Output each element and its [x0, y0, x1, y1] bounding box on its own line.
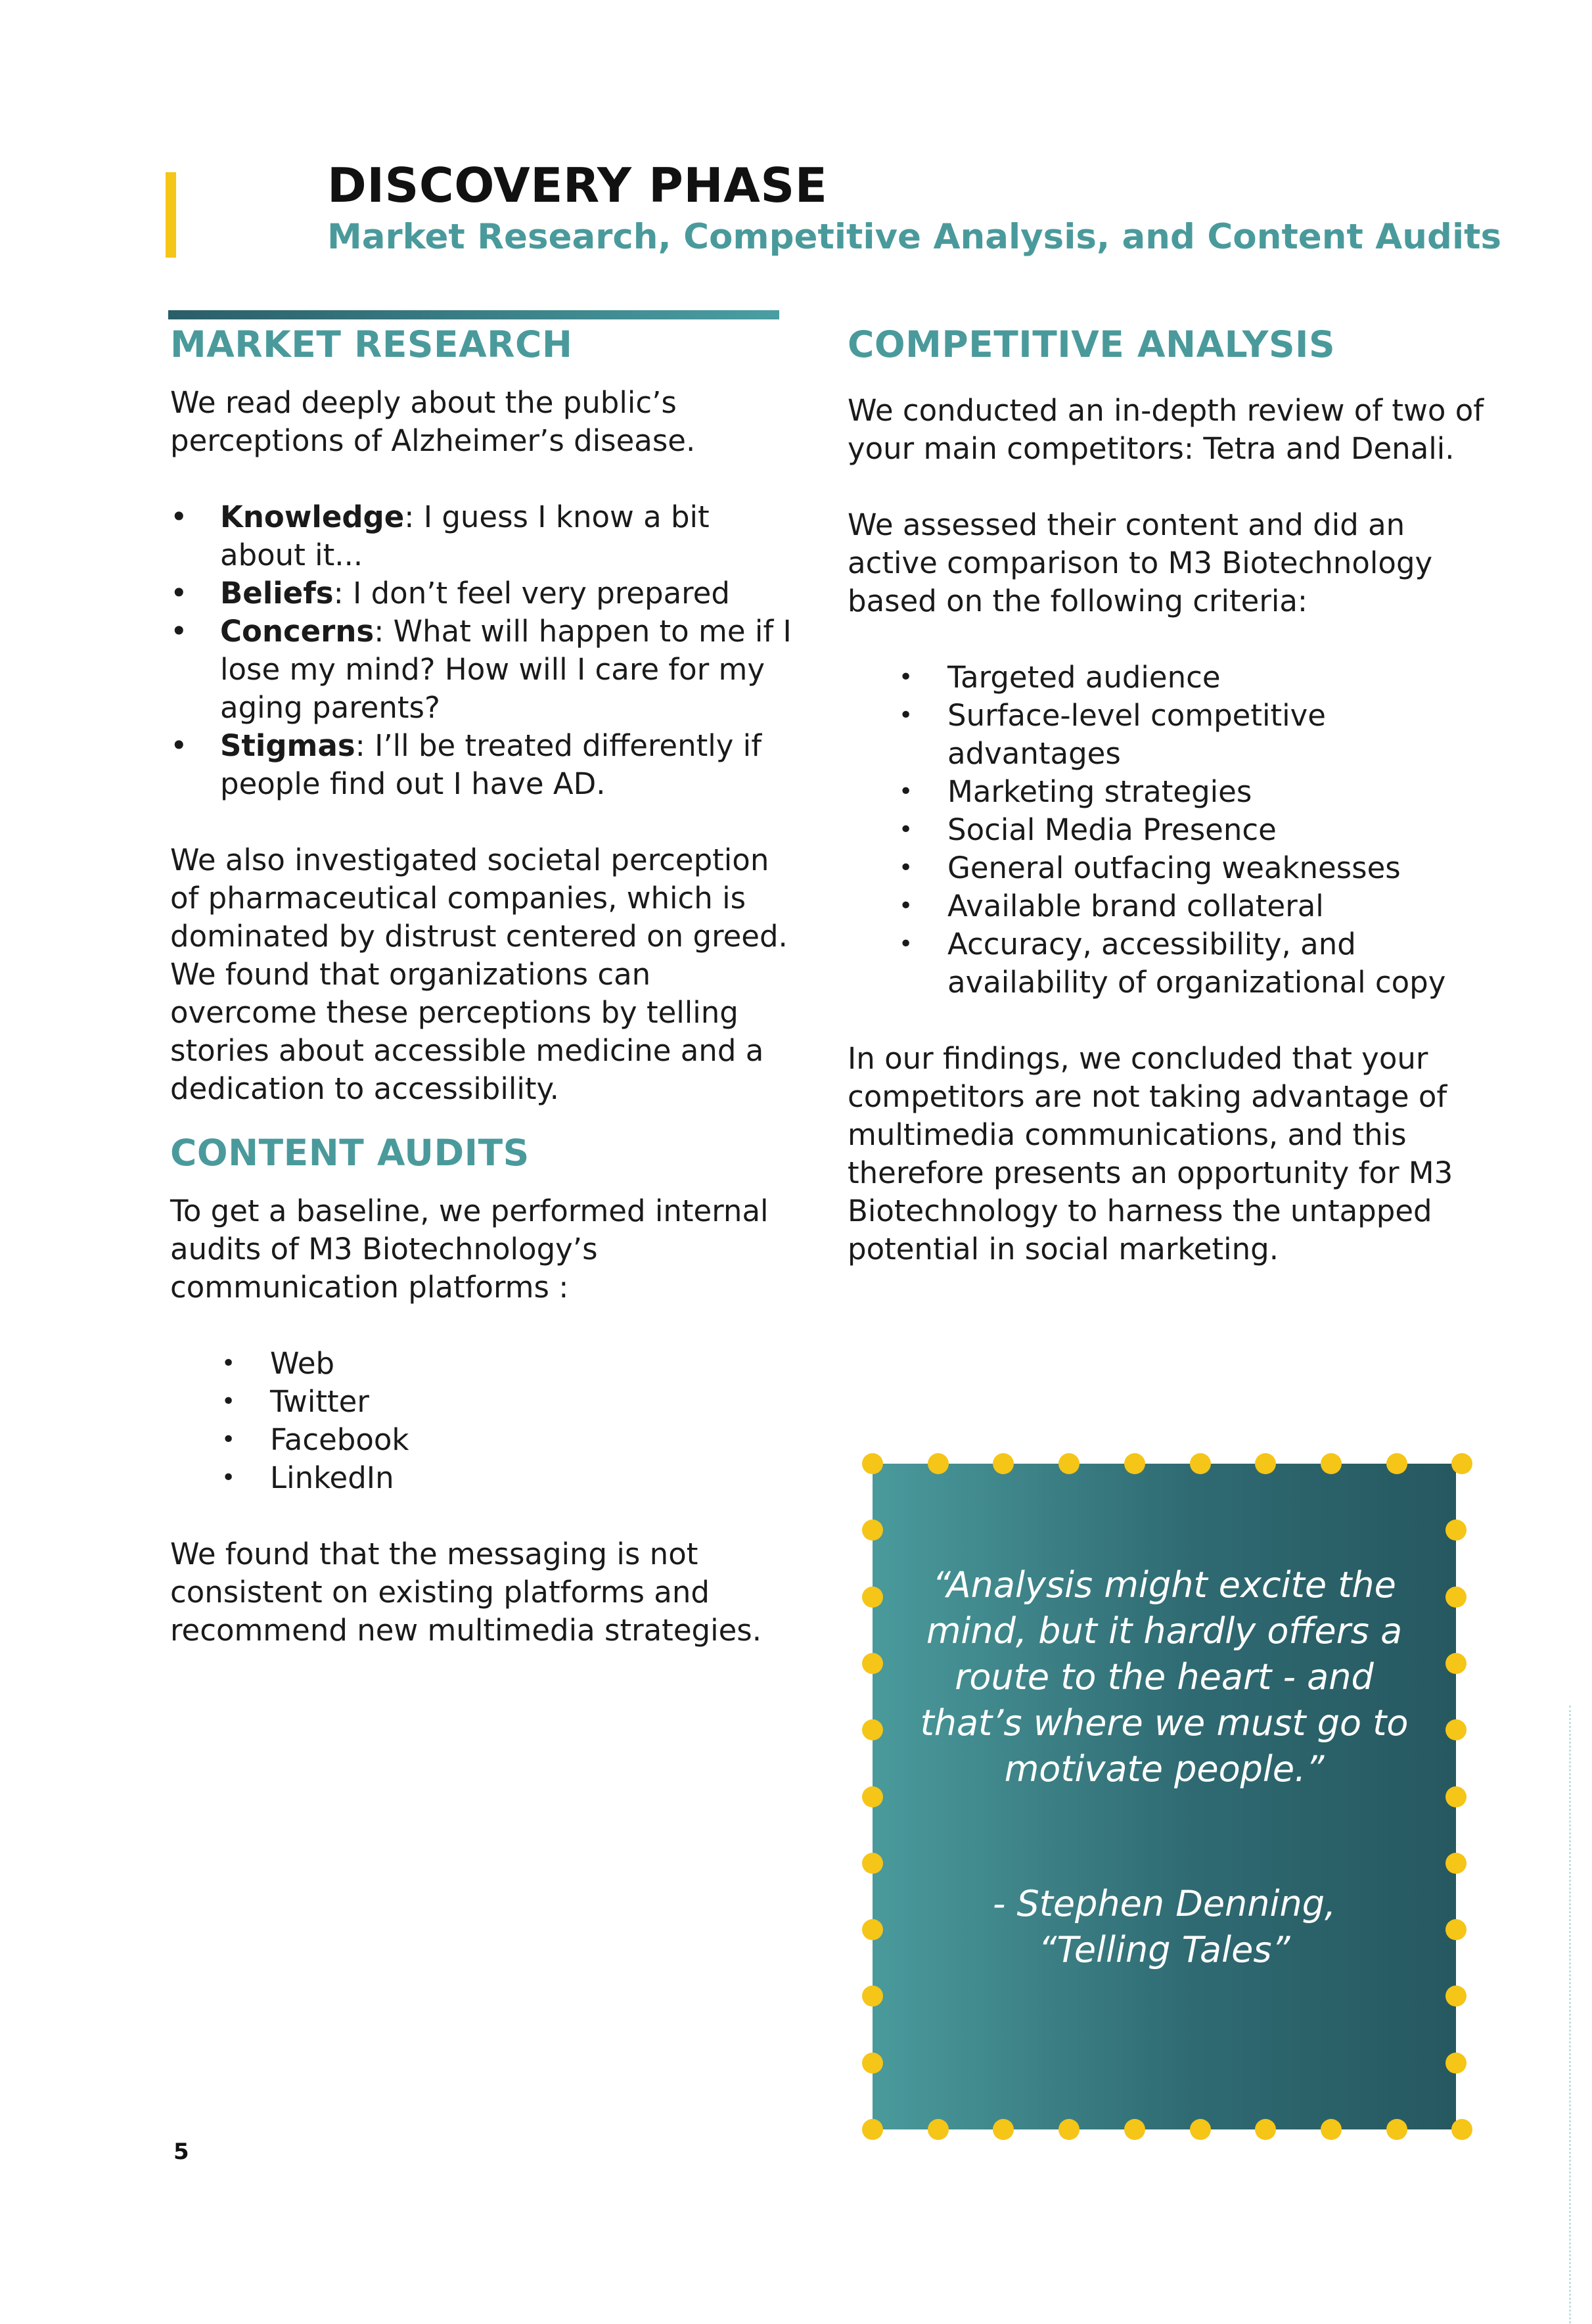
content-audits-intro: To get a baseline, we performed internal audits of M3 Biotechnology’s communication platforms :: [170, 1194, 769, 1305]
border-dot: [1445, 1587, 1467, 1608]
border-dot: [1386, 1453, 1407, 1474]
platform-list: [170, 1345, 801, 1497]
list-item: • Accuracy, accessibility, and availability of organizational copy: [848, 925, 1491, 1002]
border-dot: [862, 1719, 883, 1740]
border-dot: [1445, 1919, 1467, 1940]
section-divider: [168, 310, 779, 319]
market-research-intro: We read deeply about the public’s perceptions of Alzheimer’s disease.: [170, 385, 696, 458]
title-accent-bar: [166, 172, 176, 258]
border-dot: [862, 1919, 883, 1940]
border-dot: [1124, 2119, 1145, 2140]
border-dot: [1321, 1453, 1342, 1474]
content-audits-heading: CONTENT AUDITS: [170, 1132, 530, 1174]
list-item: • Concerns: What will happen to me if I lose my mind? How will I care for my aging parents?: [170, 613, 801, 727]
border-dot: [1445, 1853, 1467, 1874]
criteria-intro: We assessed their content and did an active comparison to M3 Biotechnology based on the following criteria:: [848, 507, 1433, 618]
left-column: [170, 323, 801, 1650]
border-dot: [928, 1453, 949, 1474]
list-item: • Available brand collateral: [848, 887, 1491, 925]
attribution-author: - Stephen Denning,: [992, 1883, 1336, 1924]
list-item: • LinkedIn: [170, 1459, 801, 1497]
criteria-list: [848, 659, 1491, 1002]
border-dot: [1451, 1453, 1472, 1474]
border-dot: [862, 1853, 883, 1874]
list-item: • General outfacing weaknesses: [848, 849, 1491, 887]
page-number: 5: [173, 2139, 189, 2165]
border-dot: [862, 1786, 883, 1807]
list-item: • Twitter: [170, 1383, 801, 1421]
border-dot: [928, 2119, 949, 2140]
border-dot: [1058, 1453, 1080, 1474]
border-dot: [862, 1587, 883, 1608]
side-dotted-line: [1569, 1706, 1571, 2323]
list-item: • Social Media Presence: [848, 811, 1491, 849]
border-dot: [1445, 2053, 1467, 2074]
quote-attribution: [899, 1881, 1430, 1973]
border-dot: [1058, 2119, 1080, 2140]
competitive-analysis-closing: In our findings, we concluded that your competitors are not taking advantage of multimedia communications, and this therefore presents an opportunity for M3 Biotechnology to harness the untapped potential in social marketing.: [848, 1041, 1453, 1267]
border-dot: [1445, 1986, 1467, 2007]
list-item: • Marketing strategies: [848, 773, 1491, 811]
border-dot: [1451, 2119, 1472, 2140]
border-dot: [862, 2053, 883, 2074]
list-item: • Stigmas: I’ll be treated differently if people find out I have AD.: [170, 727, 801, 803]
page-subtitle: Market Research, Competitive Analysis, and Content Audits: [327, 217, 1501, 257]
border-dot: [993, 2119, 1014, 2140]
quote-callout: [873, 1464, 1456, 2129]
list-item: • Facebook: [170, 1421, 801, 1459]
border-dot: [862, 2119, 883, 2140]
border-dot: [1321, 2119, 1342, 2140]
list-item: • Targeted audience: [848, 659, 1491, 697]
list-item: • Web: [170, 1345, 801, 1383]
list-item: • Knowledge: I guess I know a bit about it...: [170, 498, 801, 574]
border-dot: [1255, 2119, 1276, 2140]
border-dot: [1445, 1653, 1467, 1674]
list-item: • Beliefs: I don’t feel very prepared: [170, 574, 801, 613]
page-title: DISCOVERY PHASE: [327, 158, 828, 213]
border-dot: [1445, 1786, 1467, 1807]
market-research-closing: We also investigated societal perception of pharmaceutical companies, which is dominated by distrust centered on greed. We found that organizations can overcome these perceptions by telling stories about accessible medicine and a dedication to accessibility.: [170, 843, 788, 1106]
competitive-analysis-intro: We conducted an in-depth review of two of your main competitors: Tetra and Denali.: [848, 393, 1484, 466]
perception-list: [170, 498, 801, 803]
attribution-source: “Telling Tales”: [1038, 1929, 1290, 1970]
border-dot: [862, 1453, 883, 1474]
content-audits-closing: We found that the messaging is not consistent on existing platforms and recommend new multimedia strategies.: [170, 1537, 762, 1648]
competitive-analysis-heading: COMPETITIVE ANALYSIS: [848, 323, 1336, 365]
right-column: [848, 323, 1491, 1268]
list-item: • Surface-level competitive advantages: [848, 697, 1491, 773]
border-dot: [1190, 1453, 1211, 1474]
border-dot: [862, 1653, 883, 1674]
border-dot: [1445, 1719, 1467, 1740]
border-dot: [1190, 2119, 1211, 2140]
market-research-heading: MARKET RESEARCH: [170, 323, 573, 365]
quote-text: “Analysis might excite the mind, but it hardly offers a route to the heart - and that’s where we must go to motivate people.”: [920, 1564, 1409, 1790]
border-dot: [1445, 1520, 1467, 1541]
border-dot: [1386, 2119, 1407, 2140]
border-dot: [1255, 1453, 1276, 1474]
border-dot: [1124, 1453, 1145, 1474]
